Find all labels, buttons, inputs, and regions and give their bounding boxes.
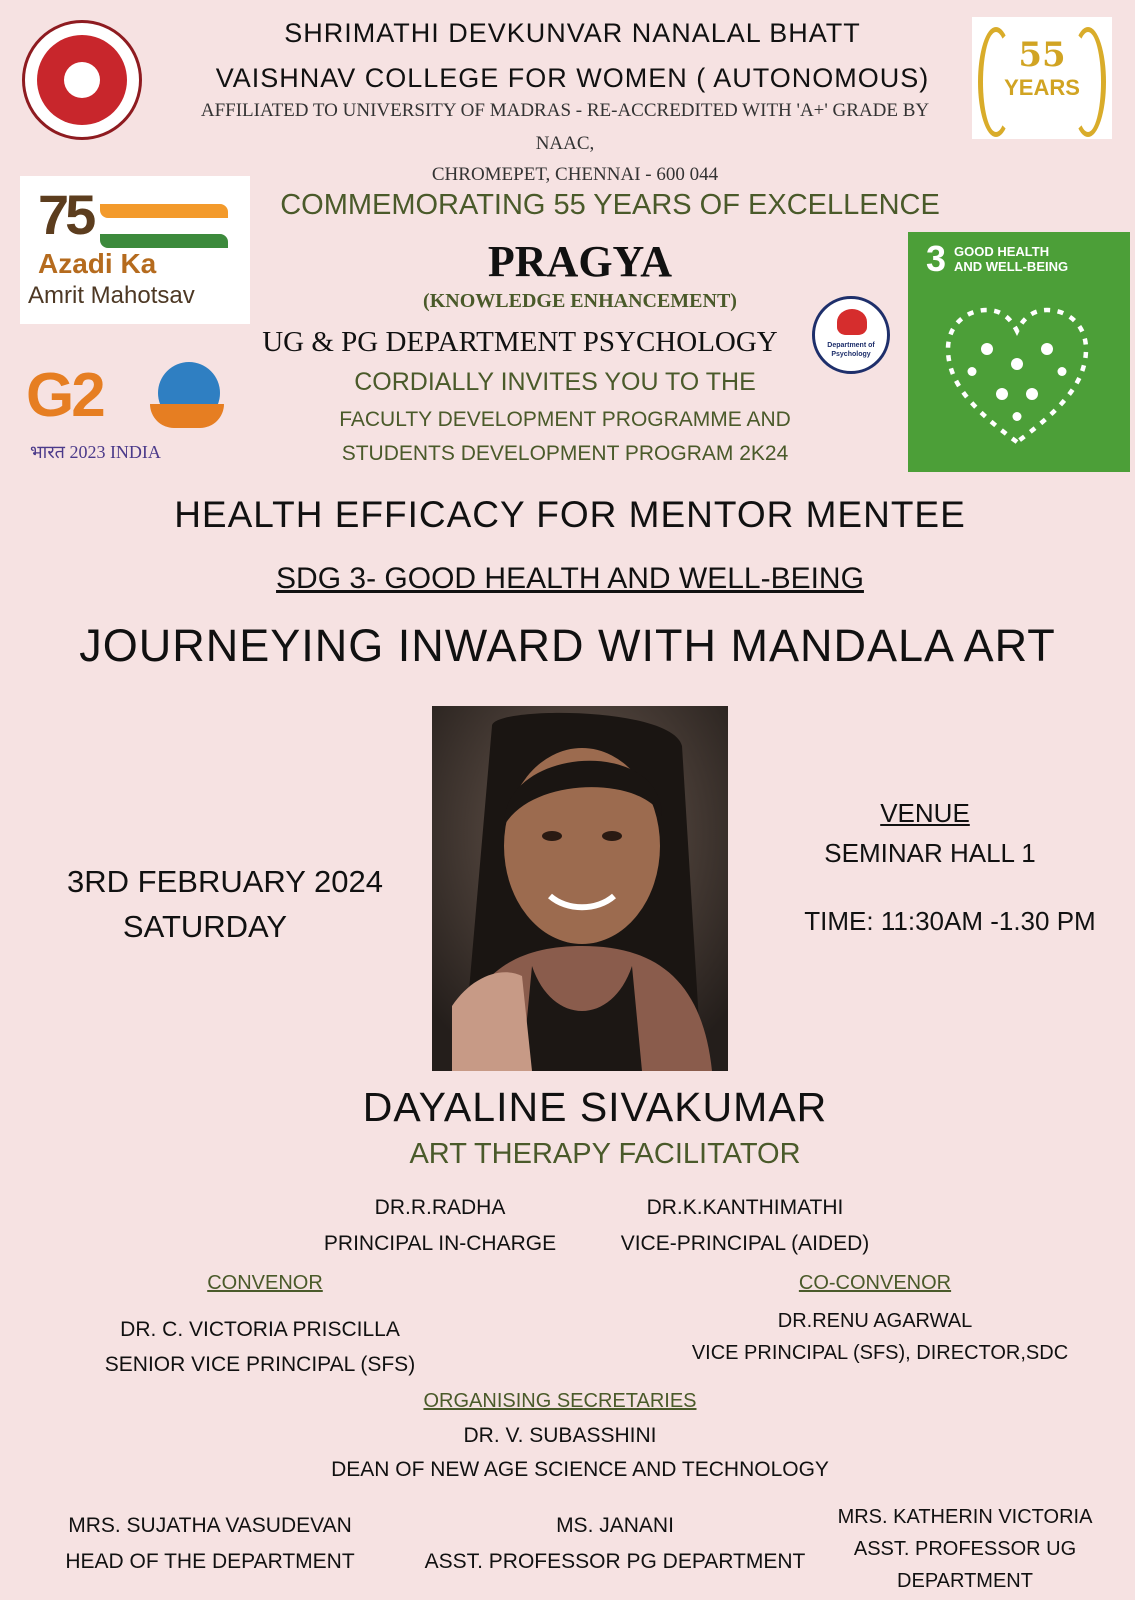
department-name: UG & PG DEPARTMENT PSYCHOLOGY: [262, 326, 778, 358]
programme-line1: FACULTY DEVELOPMENT PROGRAMME AND: [339, 408, 791, 431]
heart-icon: [942, 304, 1092, 454]
coconvenor-name: DR.RENU AGARWAL: [777, 1310, 973, 1332]
secretary-title: DEAN OF NEW AGE SCIENCE AND TECHNOLOGY: [331, 1458, 829, 1481]
affiliation-line1: AFFILIATED TO UNIVERSITY OF MADRAS - RE-ACCREDITED WITH 'A+' GRADE BY: [200, 100, 930, 121]
convenor-label: CONVENOR: [207, 1272, 323, 1294]
member-2-name: MS. JANANI: [556, 1514, 674, 1537]
vice-principal-name: DR.K.KANTHIMATHI: [646, 1196, 844, 1219]
program-subtitle: (KNOWLEDGE ENHANCEMENT): [423, 290, 737, 312]
years-badge-word: YEARS: [1004, 75, 1080, 100]
principal-name: DR.R.RADHA: [374, 1196, 506, 1219]
g20-logo: G2 भारत 2023 INDIA: [26, 360, 206, 470]
sdg-title-line1: GOOD HEALTH: [954, 244, 1050, 259]
venue-name: SEMINAR HALL 1: [824, 838, 1036, 868]
sdg-title-line2: AND WELL-BEING: [954, 259, 1069, 274]
event-date: 3RD FEBRUARY 2024: [67, 864, 383, 899]
secretaries-label: ORGANISING SECRETARIES: [423, 1390, 697, 1412]
speaker-role: ART THERAPY FACILITATOR: [409, 1138, 801, 1170]
college-logo: [22, 20, 142, 140]
member-3-title-line2: DEPARTMENT: [897, 1570, 1033, 1592]
sdg3-logo: [908, 232, 1130, 472]
college-name-line2: VAISHNAV COLLEGE FOR WOMEN ( AUTONOMOUS): [215, 63, 930, 93]
years-badge-number: 55: [1018, 35, 1066, 75]
theme-heading: HEALTH EFFICACY FOR MENTOR MENTEE: [174, 494, 966, 535]
azadi-line1: Azadi Ka: [38, 248, 157, 279]
sdg-number: 3: [926, 238, 947, 279]
commemorating-line: COMMEMORATING 55 YEARS OF EXCELLENCE: [280, 189, 940, 221]
principal-title: PRINCIPAL IN-CHARGE: [323, 1232, 557, 1255]
vice-principal-title: VICE-PRINCIPAL (AIDED): [620, 1232, 870, 1255]
member-1-title: HEAD OF THE DEPARTMENT: [65, 1550, 355, 1573]
event-title: JOURNEYING INWARD WITH MANDALA ART: [79, 620, 1056, 671]
secretary-name: DR. V. SUBASSHINI: [463, 1424, 657, 1447]
event-time: TIME: 11:30AM -1.30 PM: [804, 906, 1096, 936]
affiliation-line2: NAAC,: [535, 133, 595, 154]
convenor-title: SENIOR VICE PRINCIPAL (SFS): [104, 1353, 416, 1376]
coconvenor-label: CO-CONVENOR: [798, 1272, 952, 1294]
college-name-line1: SHRIMATHI DEVKUNVAR NANALAL BHATT: [284, 18, 861, 48]
azadi-line2: Amrit Mahotsav: [28, 282, 195, 309]
speaker-photo: [432, 706, 728, 1071]
convenor-name: DR. C. VICTORIA PRISCILLA: [120, 1318, 400, 1341]
event-day: SATURDAY: [122, 909, 288, 944]
dept-logo-caption: Department of Psychology: [827, 342, 875, 358]
azadi-ka-amrit-mahotsav-logo: 75 Azadi Ka Amrit Mahotsav: [20, 176, 250, 324]
venue-label: VENUE: [880, 798, 970, 828]
member-3-title: ASST. PROFESSOR UG: [853, 1538, 1077, 1560]
speaker-name: DAYALINE SIVAKUMAR: [362, 1084, 828, 1130]
college-address: CHROMEPET, CHENNAI - 600 044: [431, 164, 719, 185]
coconvenor-title: VICE PRINCIPAL (SFS), DIRECTOR,SDC: [691, 1342, 1069, 1364]
sdg-heading: SDG 3- GOOD HEALTH AND WELL-BEING: [276, 562, 864, 595]
member-3-name: MRS. KATHERIN VICTORIA: [837, 1506, 1093, 1528]
member-2-title: ASST. PROFESSOR PG DEPARTMENT: [424, 1550, 806, 1573]
programme-line2: STUDENTS DEVELOPMENT PROGRAM 2K24: [341, 442, 789, 465]
g20-subtitle: भारत 2023 INDIA: [30, 442, 161, 462]
program-name: PRAGYA: [487, 237, 673, 286]
member-1-name: MRS. SUJATHA VASUDEVAN: [68, 1514, 352, 1537]
invite-line: CORDIALLY INVITES YOU TO THE: [354, 368, 756, 396]
